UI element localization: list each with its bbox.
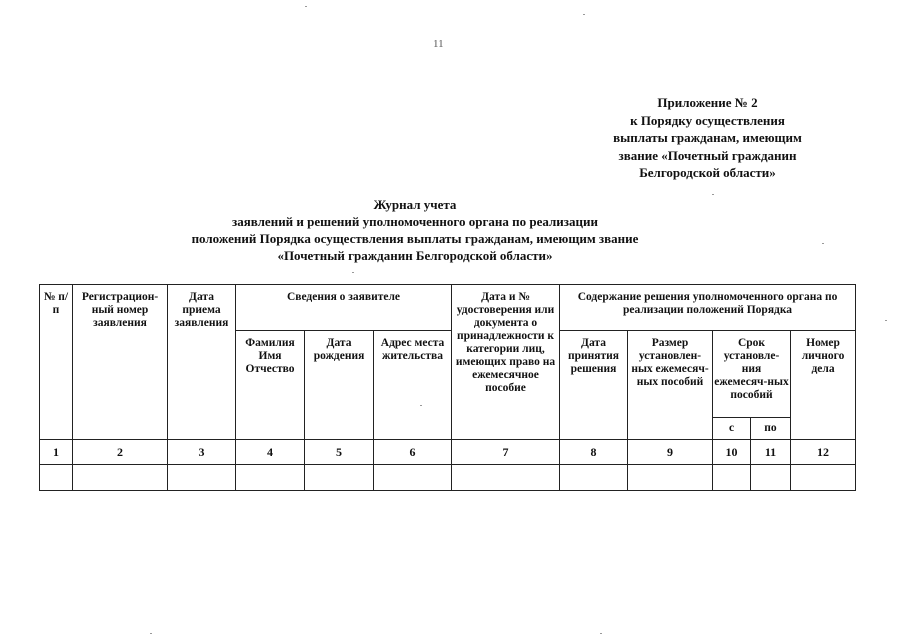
column-number: 3 [168, 440, 236, 465]
appendix-line: к Порядку осуществления [630, 112, 785, 128]
title-line: «Почетный гражданин Белгородской области» [277, 248, 553, 263]
empty-cell [168, 465, 236, 491]
header-term-from: с [713, 418, 751, 440]
column-number: 5 [305, 440, 374, 465]
header-applicant-info: Сведения о заявителе [236, 285, 452, 331]
appendix-line: звание «Почетный гражданин [618, 147, 797, 163]
header-reg-number: Регистрацион-ный номер заявления [73, 285, 168, 440]
header-term: Срок установле-ния ежемесяч-ных пособий [713, 331, 791, 418]
title-line: заявлений и решений уполномоченного органа по реализации [232, 214, 598, 229]
header-allowance-amount: Размер установлен-ных ежемесяч-ных пособий [628, 331, 713, 440]
column-number: 10 [713, 440, 751, 465]
column-number: 7 [452, 440, 560, 465]
empty-cell [713, 465, 751, 491]
header-term-to: по [751, 418, 791, 440]
column-number: 11 [751, 440, 791, 465]
header-birth-date: Дата рождения [305, 331, 374, 440]
header-date-received: Дата приема заявления [168, 285, 236, 440]
title-line: Журнал учета [373, 197, 457, 212]
empty-cell [305, 465, 374, 491]
column-number: 4 [236, 440, 305, 465]
title-line: положений Порядка осуществления выплаты гражданам, имеющим звание [191, 231, 639, 246]
header-case-number: Номер личного дела [791, 331, 856, 440]
appendix-block [585, 94, 830, 182]
empty-cell [73, 465, 168, 491]
header-certificate: Дата и № удостоверения или документа о принадлежности к категории лиц, имеющих право на ежемесячное пособие [452, 285, 560, 440]
column-number: 8 [560, 440, 628, 465]
header-row [40, 285, 856, 331]
column-number: 1 [40, 440, 73, 465]
appendix-line: Белгородской области» [639, 165, 776, 180]
empty-cell [791, 465, 856, 491]
appendix-line: выплаты гражданам, имеющим [613, 130, 802, 145]
empty-row [40, 465, 856, 491]
empty-cell [374, 465, 452, 491]
header-num: № п/п [40, 285, 73, 440]
column-number: 6 [374, 440, 452, 465]
empty-cell [560, 465, 628, 491]
empty-cell [452, 465, 560, 491]
appendix-line: Приложение № 2 [657, 95, 758, 110]
header-decision-content: Содержание решения уполномоченного органа по реализации положений Порядка [560, 285, 856, 331]
column-number: 2 [73, 440, 168, 465]
page-number: 11 [433, 38, 444, 50]
journal-table [39, 284, 856, 491]
column-number-row [40, 440, 856, 465]
column-number: 12 [791, 440, 856, 465]
header-full-name: Фамилия Имя Отчество [236, 331, 305, 440]
journal-title [150, 196, 680, 264]
empty-cell [628, 465, 713, 491]
header-decision-date: Дата принятия решения [560, 331, 628, 440]
empty-cell [751, 465, 791, 491]
header-address: Адрес места жительства [374, 331, 452, 440]
empty-cell [236, 465, 305, 491]
empty-cell [40, 465, 73, 491]
column-number: 9 [628, 440, 713, 465]
